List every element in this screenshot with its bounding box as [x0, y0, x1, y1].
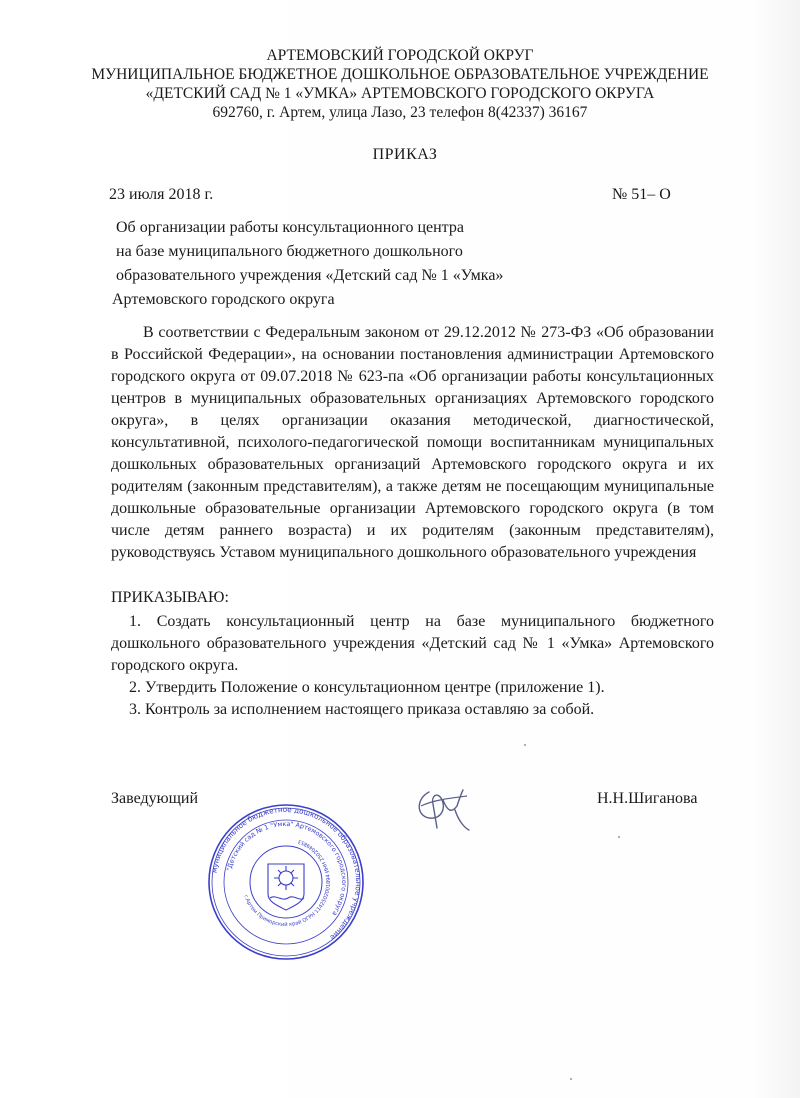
- order-item: 3. Контроль за исполнением настоящего приказа оставляю за собой.: [129, 701, 595, 718]
- letterhead-address: 692760, г. Артем, улица Лазо, 23 телефон 8(42337) 36167: [212, 104, 588, 121]
- signer-role: Заведующий: [111, 790, 199, 807]
- scan-speck: [618, 836, 620, 838]
- letterhead-district: АРТЕМОВСКИЙ ГОРОДСКОЙ ОКРУГ: [266, 47, 534, 64]
- signer-name: Н.Н.Шиганова: [597, 790, 698, 807]
- scan-speck: [524, 744, 526, 746]
- subject-line: Об организации работы консультационного центра: [116, 219, 464, 236]
- order-subject: [112, 216, 504, 312]
- letterhead-institution-type: МУНИЦИПАЛЬНОЕ БЮДЖЕТНОЕ ДОШКОЛЬНОЕ ОБРАЗОВАТЕЛЬНОЕ УЧРЕЖДЕНИЕ: [91, 66, 709, 83]
- order-date: 23 июля 2018 г.: [109, 186, 214, 203]
- scan-speck: [570, 1078, 572, 1080]
- emblem-icon: [268, 864, 304, 910]
- order-items: [111, 611, 714, 721]
- order-heading: ПРИКАЗЫВАЮ:: [111, 589, 229, 606]
- official-seal: [206, 802, 366, 962]
- order-number: № 51– О: [612, 186, 671, 203]
- preamble-paragraph: В соответствии с Федеральным законом от 29.12.2012 № 273-ФЗ «Об образовании в Российской Федерации», на основании постановления администрации Артемовского городского округа от 09.07.2018 № 623-па «Об организации работы консультационных центров в муниципальных образовательных организациях Артемовского городского округа», в целях организации оказания методической, диагностической, консультативной, психолого-педагогической помощи воспитанникам муниципальных дошкольных образовательных организаций Артемовского городского округа и их родителям (законным представителям), а также детям не посещающим муниципальные дошкольные образовательные организации Артемовского городского округа (в том числе детям раннего возраста) и их родителям (законным представителям), руководствуясь Уставом муниципального дошкольного образовательного учреждения: [111, 324, 714, 561]
- letterhead: [0, 46, 800, 122]
- document-title: ПРИКАЗ: [372, 146, 438, 163]
- subject-line: Артемовского городского округа: [112, 291, 335, 308]
- subject-line: образовательного учреждения «Детский сад № 1 «Умка»: [116, 267, 504, 284]
- order-item: 1. Создать консультационный центр на базе муниципального бюджетного дошкольного образовательного учреждения «Детский сад № 1 «Умка» Артемовского городского округа.: [111, 613, 714, 674]
- letterhead-institution-name: «ДЕТСКИЙ САД № 1 «УМКА» АРТЕМОВСКОГО ГОРОДСКОГО ОКРУГА: [145, 85, 655, 102]
- subject-line: на базе муниципального бюджетного дошкольного: [116, 243, 463, 260]
- handwritten-signature: [407, 770, 477, 840]
- svg-text:"Детский сад № 1 "Умка" Артемо: "Детский сад № 1 "Умка" Артемовского городского округа: [225, 819, 349, 918]
- order-item: 2. Утвердить Положение о консультационном центре (приложение 1).: [129, 679, 605, 696]
- svg-text:муниципальное бюджетное дошкол: муниципальное бюджетное дошкольное образовательное учреждение: [209, 804, 364, 943]
- svg-text:г.Артем Приморский край ОГРН 1: г.Артем Приморский край ОГРН 1142502001894 ИНН 2502049853: [242, 837, 333, 929]
